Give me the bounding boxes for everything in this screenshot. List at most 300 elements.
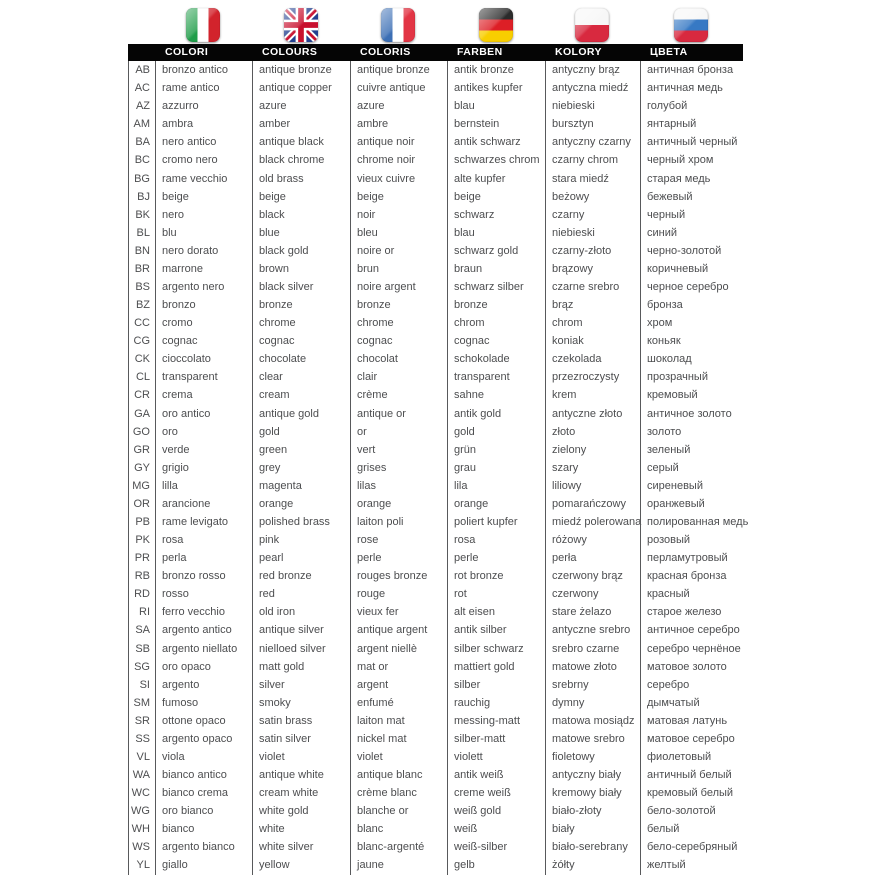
it-color-cell: nero antico — [155, 133, 252, 151]
pl-color-cell: brąz — [545, 296, 640, 314]
flag-poland-icon — [575, 8, 609, 42]
code-cell: SA — [128, 621, 155, 639]
ru-color-cell: перламутровый — [640, 549, 875, 567]
code-cell: WC — [128, 784, 155, 802]
fr-color-cell: antique argent — [350, 621, 447, 639]
en-color-cell: red bronze — [252, 567, 350, 585]
ru-color-cell: зеленый — [640, 441, 875, 459]
fr-color-cell: chrome — [350, 314, 447, 332]
pl-color-cell: antyczna miedź — [545, 79, 640, 97]
code-cell: GR — [128, 441, 155, 459]
fr-color-cell: rouge — [350, 585, 447, 603]
ru-color-cell: античное золото — [640, 404, 875, 422]
it-color-cell: argento nero — [155, 278, 252, 296]
pl-color-cell: chrom — [545, 314, 640, 332]
fr-color-cell: orange — [350, 495, 447, 513]
table-row — [128, 495, 875, 513]
ru-color-cell: матовое золото — [640, 658, 875, 676]
pl-color-cell: perła — [545, 549, 640, 567]
en-color-cell: violet — [252, 748, 350, 766]
table-header-bar — [128, 44, 743, 61]
fr-color-cell: brun — [350, 260, 447, 278]
table-row — [128, 296, 875, 314]
code-cell: VL — [128, 748, 155, 766]
code-cell: BL — [128, 224, 155, 242]
table-row — [128, 133, 875, 151]
en-color-cell: amber — [252, 115, 350, 133]
en-color-cell: antique copper — [252, 79, 350, 97]
it-color-cell: oro antico — [155, 404, 252, 422]
pl-color-cell: krem — [545, 386, 640, 404]
ru-color-cell: античная бронза — [640, 61, 875, 79]
flag-france-icon — [381, 8, 415, 42]
de-color-cell: schwarzes chrom — [447, 151, 545, 169]
code-cell: CG — [128, 332, 155, 350]
de-color-cell: cognac — [447, 332, 545, 350]
code-cell: BJ — [128, 188, 155, 206]
fr-color-cell: blanche or — [350, 802, 447, 820]
column-header-farben: FARBEN — [457, 46, 503, 58]
pl-color-cell: pomarańczowy — [545, 495, 640, 513]
de-color-cell: rosa — [447, 531, 545, 549]
ru-color-cell: кремовый белый — [640, 784, 875, 802]
en-color-cell: black silver — [252, 278, 350, 296]
pl-color-cell: fioletowy — [545, 748, 640, 766]
fr-color-cell: antique or — [350, 404, 447, 422]
code-cell: YL — [128, 856, 155, 874]
table-row — [128, 459, 875, 477]
it-color-cell: blu — [155, 224, 252, 242]
de-color-cell: violett — [447, 748, 545, 766]
ru-color-cell: хром — [640, 314, 875, 332]
code-cell: SG — [128, 658, 155, 676]
code-cell: AB — [128, 61, 155, 79]
pl-color-cell: koniak — [545, 332, 640, 350]
code-cell: WA — [128, 766, 155, 784]
fr-color-cell: blanc — [350, 820, 447, 838]
en-color-cell: antique gold — [252, 404, 350, 422]
code-cell: CK — [128, 350, 155, 368]
ru-color-cell: красная бронза — [640, 567, 875, 585]
it-color-cell: viola — [155, 748, 252, 766]
pl-color-cell: matowe srebro — [545, 730, 640, 748]
fr-color-cell: perle — [350, 549, 447, 567]
it-color-cell: marrone — [155, 260, 252, 278]
en-color-cell: antique bronze — [252, 61, 350, 79]
table-row — [128, 423, 875, 441]
en-color-cell: brown — [252, 260, 350, 278]
en-color-cell: antique silver — [252, 621, 350, 639]
de-color-cell: rot — [447, 585, 545, 603]
fr-color-cell: chocolat — [350, 350, 447, 368]
flag-germany-icon — [479, 8, 513, 42]
code-cell: SM — [128, 694, 155, 712]
ru-color-cell: янтарный — [640, 115, 875, 133]
it-color-cell: grigio — [155, 459, 252, 477]
ru-color-cell: голубой — [640, 97, 875, 115]
table-row — [128, 242, 875, 260]
fr-color-cell: noire or — [350, 242, 447, 260]
ru-color-cell: кремовый — [640, 386, 875, 404]
code-cell: PB — [128, 513, 155, 531]
de-color-cell: antik weiß — [447, 766, 545, 784]
it-color-cell: arancione — [155, 495, 252, 513]
table-row — [128, 169, 875, 187]
de-color-cell: schwarz gold — [447, 242, 545, 260]
pl-color-cell: brązowy — [545, 260, 640, 278]
fr-color-cell: enfumé — [350, 694, 447, 712]
de-color-cell: rot bronze — [447, 567, 545, 585]
fr-color-cell: mat or — [350, 658, 447, 676]
code-cell: SS — [128, 730, 155, 748]
fr-color-cell: beige — [350, 188, 447, 206]
table-row — [128, 368, 875, 386]
code-cell: GY — [128, 459, 155, 477]
table-row — [128, 386, 875, 404]
ru-color-cell: матовое серебро — [640, 730, 875, 748]
it-color-cell: nero — [155, 206, 252, 224]
fr-color-cell: grises — [350, 459, 447, 477]
it-color-cell: ferro vecchio — [155, 603, 252, 621]
en-color-cell: black gold — [252, 242, 350, 260]
fr-color-cell: chrome noir — [350, 151, 447, 169]
it-color-cell: azzurro — [155, 97, 252, 115]
ru-color-cell: античный белый — [640, 766, 875, 784]
ru-color-cell: белый — [640, 820, 875, 838]
table-row — [128, 260, 875, 278]
pl-color-cell: biało-złoty — [545, 802, 640, 820]
fr-color-cell: antique blanc — [350, 766, 447, 784]
it-color-cell: crema — [155, 386, 252, 404]
pl-color-cell: biało-serebrany — [545, 838, 640, 856]
it-color-cell: rame levigato — [155, 513, 252, 531]
pl-color-cell: antyczne złoto — [545, 404, 640, 422]
fr-color-cell: rose — [350, 531, 447, 549]
ru-color-cell: античная медь — [640, 79, 875, 97]
fr-color-cell: vert — [350, 441, 447, 459]
column-header-coloris: COLORIS — [360, 46, 411, 58]
pl-color-cell: kremowy biały — [545, 784, 640, 802]
fr-color-cell: jaune — [350, 856, 447, 874]
ru-color-cell: античный черный — [640, 133, 875, 151]
fr-color-cell: rouges bronze — [350, 567, 447, 585]
fr-color-cell: noire argent — [350, 278, 447, 296]
fr-color-cell: ambre — [350, 115, 447, 133]
table-row — [128, 676, 875, 694]
it-color-cell: argento opaco — [155, 730, 252, 748]
it-color-cell: ambra — [155, 115, 252, 133]
ru-color-cell: античное серебро — [640, 621, 875, 639]
it-color-cell: rosa — [155, 531, 252, 549]
de-color-cell: weiß — [447, 820, 545, 838]
de-color-cell: silber-matt — [447, 730, 545, 748]
en-color-cell: magenta — [252, 477, 350, 495]
pl-color-cell: czerwony — [545, 585, 640, 603]
table-row — [128, 856, 875, 874]
en-color-cell: black chrome — [252, 151, 350, 169]
de-color-cell: blau — [447, 224, 545, 242]
en-color-cell: pearl — [252, 549, 350, 567]
pl-color-cell: antyczny czarny — [545, 133, 640, 151]
fr-color-cell: antique bronze — [350, 61, 447, 79]
fr-color-cell: vieux fer — [350, 603, 447, 621]
de-color-cell: rauchig — [447, 694, 545, 712]
table-row — [128, 585, 875, 603]
pl-color-cell: dymny — [545, 694, 640, 712]
fr-color-cell: violet — [350, 748, 447, 766]
pl-color-cell: szary — [545, 459, 640, 477]
code-cell: CL — [128, 368, 155, 386]
code-cell: PK — [128, 531, 155, 549]
fr-color-cell: lilas — [350, 477, 447, 495]
de-color-cell: mattiert gold — [447, 658, 545, 676]
de-color-cell: beige — [447, 188, 545, 206]
ru-color-cell: оранжевый — [640, 495, 875, 513]
en-color-cell: beige — [252, 188, 350, 206]
table-row — [128, 640, 875, 658]
de-color-cell: alte kupfer — [447, 169, 545, 187]
it-color-cell: cromo — [155, 314, 252, 332]
en-color-cell: white gold — [252, 802, 350, 820]
pl-color-cell: antyczne srebro — [545, 621, 640, 639]
pl-color-cell: czekolada — [545, 350, 640, 368]
en-color-cell: bronze — [252, 296, 350, 314]
ru-color-cell: старое железо — [640, 603, 875, 621]
pl-color-cell: stara miedź — [545, 169, 640, 187]
column-header-colori: COLORI — [165, 46, 209, 58]
it-color-cell: rosso — [155, 585, 252, 603]
de-color-cell: gelb — [447, 856, 545, 874]
ru-color-cell: синий — [640, 224, 875, 242]
de-color-cell: messing-matt — [447, 712, 545, 730]
it-color-cell: transparent — [155, 368, 252, 386]
it-color-cell: oro — [155, 423, 252, 441]
ru-color-cell: красный — [640, 585, 875, 603]
it-color-cell: rame vecchio — [155, 169, 252, 187]
ru-color-cell: розовый — [640, 531, 875, 549]
table-row — [128, 603, 875, 621]
code-cell: BC — [128, 151, 155, 169]
ru-color-cell: бронза — [640, 296, 875, 314]
code-cell: BN — [128, 242, 155, 260]
ru-color-cell: желтый — [640, 856, 875, 874]
table-row — [128, 621, 875, 639]
en-color-cell: smoky — [252, 694, 350, 712]
it-color-cell: beige — [155, 188, 252, 206]
en-color-cell: gold — [252, 423, 350, 441]
en-color-cell: chocolate — [252, 350, 350, 368]
table-row — [128, 97, 875, 115]
de-color-cell: grün — [447, 441, 545, 459]
code-cell: MG — [128, 477, 155, 495]
pl-color-cell: czarny — [545, 206, 640, 224]
fr-color-cell: laiton poli — [350, 513, 447, 531]
en-color-cell: old brass — [252, 169, 350, 187]
en-color-cell: blue — [252, 224, 350, 242]
it-color-cell: bianco — [155, 820, 252, 838]
code-cell: RB — [128, 567, 155, 585]
table-row — [128, 224, 875, 242]
pl-color-cell: czarny-złoto — [545, 242, 640, 260]
ru-color-cell: дымчатый — [640, 694, 875, 712]
table-row — [128, 278, 875, 296]
code-cell: BA — [128, 133, 155, 151]
en-color-cell: satin brass — [252, 712, 350, 730]
table-row — [128, 838, 875, 856]
de-color-cell: lila — [447, 477, 545, 495]
ru-color-cell: бело-золотой — [640, 802, 875, 820]
ru-color-cell: полированная медь — [640, 513, 875, 531]
de-color-cell: weiß gold — [447, 802, 545, 820]
table-row — [128, 712, 875, 730]
en-color-cell: old iron — [252, 603, 350, 621]
it-color-cell: argento antico — [155, 621, 252, 639]
pl-color-cell: niebieski — [545, 97, 640, 115]
code-cell: AZ — [128, 97, 155, 115]
it-color-cell: bianco crema — [155, 784, 252, 802]
table-row — [128, 567, 875, 585]
pl-color-cell: czarne srebro — [545, 278, 640, 296]
fr-color-cell: blanc-argenté — [350, 838, 447, 856]
de-color-cell: gold — [447, 423, 545, 441]
en-color-cell: antique white — [252, 766, 350, 784]
de-color-cell: silber — [447, 676, 545, 694]
code-cell: OR — [128, 495, 155, 513]
code-cell: BS — [128, 278, 155, 296]
ru-color-cell: черный — [640, 206, 875, 224]
en-color-cell: orange — [252, 495, 350, 513]
table-row — [128, 151, 875, 169]
en-color-cell: polished brass — [252, 513, 350, 531]
code-cell: BZ — [128, 296, 155, 314]
pl-color-cell: antyczny brąz — [545, 61, 640, 79]
code-cell: CR — [128, 386, 155, 404]
color-table-body — [128, 61, 875, 875]
code-cell: SI — [128, 676, 155, 694]
de-color-cell: schokolade — [447, 350, 545, 368]
pl-color-cell: beżowy — [545, 188, 640, 206]
de-color-cell: chrom — [447, 314, 545, 332]
de-color-cell: antik gold — [447, 404, 545, 422]
de-color-cell: transparent — [447, 368, 545, 386]
column-header-colours: COLOURS — [262, 46, 318, 58]
table-row — [128, 748, 875, 766]
pl-color-cell: antyczny biały — [545, 766, 640, 784]
table-row — [128, 513, 875, 531]
en-color-cell: silver — [252, 676, 350, 694]
en-color-cell: cream — [252, 386, 350, 404]
it-color-cell: oro bianco — [155, 802, 252, 820]
table-row — [128, 115, 875, 133]
de-color-cell: schwarz silber — [447, 278, 545, 296]
table-row — [128, 730, 875, 748]
it-color-cell: bronzo antico — [155, 61, 252, 79]
flag-uk-icon — [284, 8, 318, 42]
pl-color-cell: liliowy — [545, 477, 640, 495]
table-row — [128, 784, 875, 802]
table-row — [128, 61, 875, 79]
code-cell: WS — [128, 838, 155, 856]
en-color-cell: matt gold — [252, 658, 350, 676]
table-row — [128, 314, 875, 332]
pl-color-cell: matowe złoto — [545, 658, 640, 676]
it-color-cell: nero dorato — [155, 242, 252, 260]
pl-color-cell: niebieski — [545, 224, 640, 242]
de-color-cell: poliert kupfer — [447, 513, 545, 531]
code-cell: WH — [128, 820, 155, 838]
fr-color-cell: crème blanc — [350, 784, 447, 802]
fr-color-cell: argent — [350, 676, 447, 694]
fr-color-cell: crème — [350, 386, 447, 404]
fr-color-cell: or — [350, 423, 447, 441]
table-row — [128, 549, 875, 567]
ru-color-cell: коричневый — [640, 260, 875, 278]
de-color-cell: bernstein — [447, 115, 545, 133]
it-color-cell: argento bianco — [155, 838, 252, 856]
fr-color-cell: bronze — [350, 296, 447, 314]
en-color-cell: satin silver — [252, 730, 350, 748]
ru-color-cell: старая медь — [640, 169, 875, 187]
en-color-cell: yellow — [252, 856, 350, 874]
table-row — [128, 802, 875, 820]
pl-color-cell: zielony — [545, 441, 640, 459]
ru-color-cell: черный хром — [640, 151, 875, 169]
de-color-cell: schwarz — [447, 206, 545, 224]
code-cell: CC — [128, 314, 155, 332]
ru-color-cell: черно-золотой — [640, 242, 875, 260]
en-color-cell: green — [252, 441, 350, 459]
en-color-cell: pink — [252, 531, 350, 549]
flags-row — [0, 0, 875, 44]
ru-color-cell: сиреневый — [640, 477, 875, 495]
en-color-cell: azure — [252, 97, 350, 115]
ru-color-cell: шоколад — [640, 350, 875, 368]
it-color-cell: giallo — [155, 856, 252, 874]
de-color-cell: creme weiß — [447, 784, 545, 802]
fr-color-cell: azure — [350, 97, 447, 115]
de-color-cell: antik schwarz — [447, 133, 545, 151]
code-cell: AC — [128, 79, 155, 97]
it-color-cell: argento — [155, 676, 252, 694]
code-cell: BK — [128, 206, 155, 224]
table-row — [128, 820, 875, 838]
pl-color-cell: stare żelazo — [545, 603, 640, 621]
ru-color-cell: золото — [640, 423, 875, 441]
de-color-cell: weiß-silber — [447, 838, 545, 856]
table-row — [128, 350, 875, 368]
ru-color-cell: матовая латунь — [640, 712, 875, 730]
it-color-cell: oro opaco — [155, 658, 252, 676]
table-row — [128, 188, 875, 206]
fr-color-cell: cognac — [350, 332, 447, 350]
column-header-kolory: KOLORY — [555, 46, 602, 58]
fr-color-cell: antique noir — [350, 133, 447, 151]
pl-color-cell: miedź polerowana — [545, 513, 640, 531]
de-color-cell: alt eisen — [447, 603, 545, 621]
it-color-cell: cioccolato — [155, 350, 252, 368]
table-row — [128, 206, 875, 224]
en-color-cell: white silver — [252, 838, 350, 856]
code-cell: RI — [128, 603, 155, 621]
de-color-cell: silber schwarz — [447, 640, 545, 658]
de-color-cell: braun — [447, 260, 545, 278]
table-row — [128, 332, 875, 350]
en-color-cell: nielloed silver — [252, 640, 350, 658]
it-color-cell: lilla — [155, 477, 252, 495]
de-color-cell: antik bronze — [447, 61, 545, 79]
en-color-cell: grey — [252, 459, 350, 477]
pl-color-cell: srebrny — [545, 676, 640, 694]
